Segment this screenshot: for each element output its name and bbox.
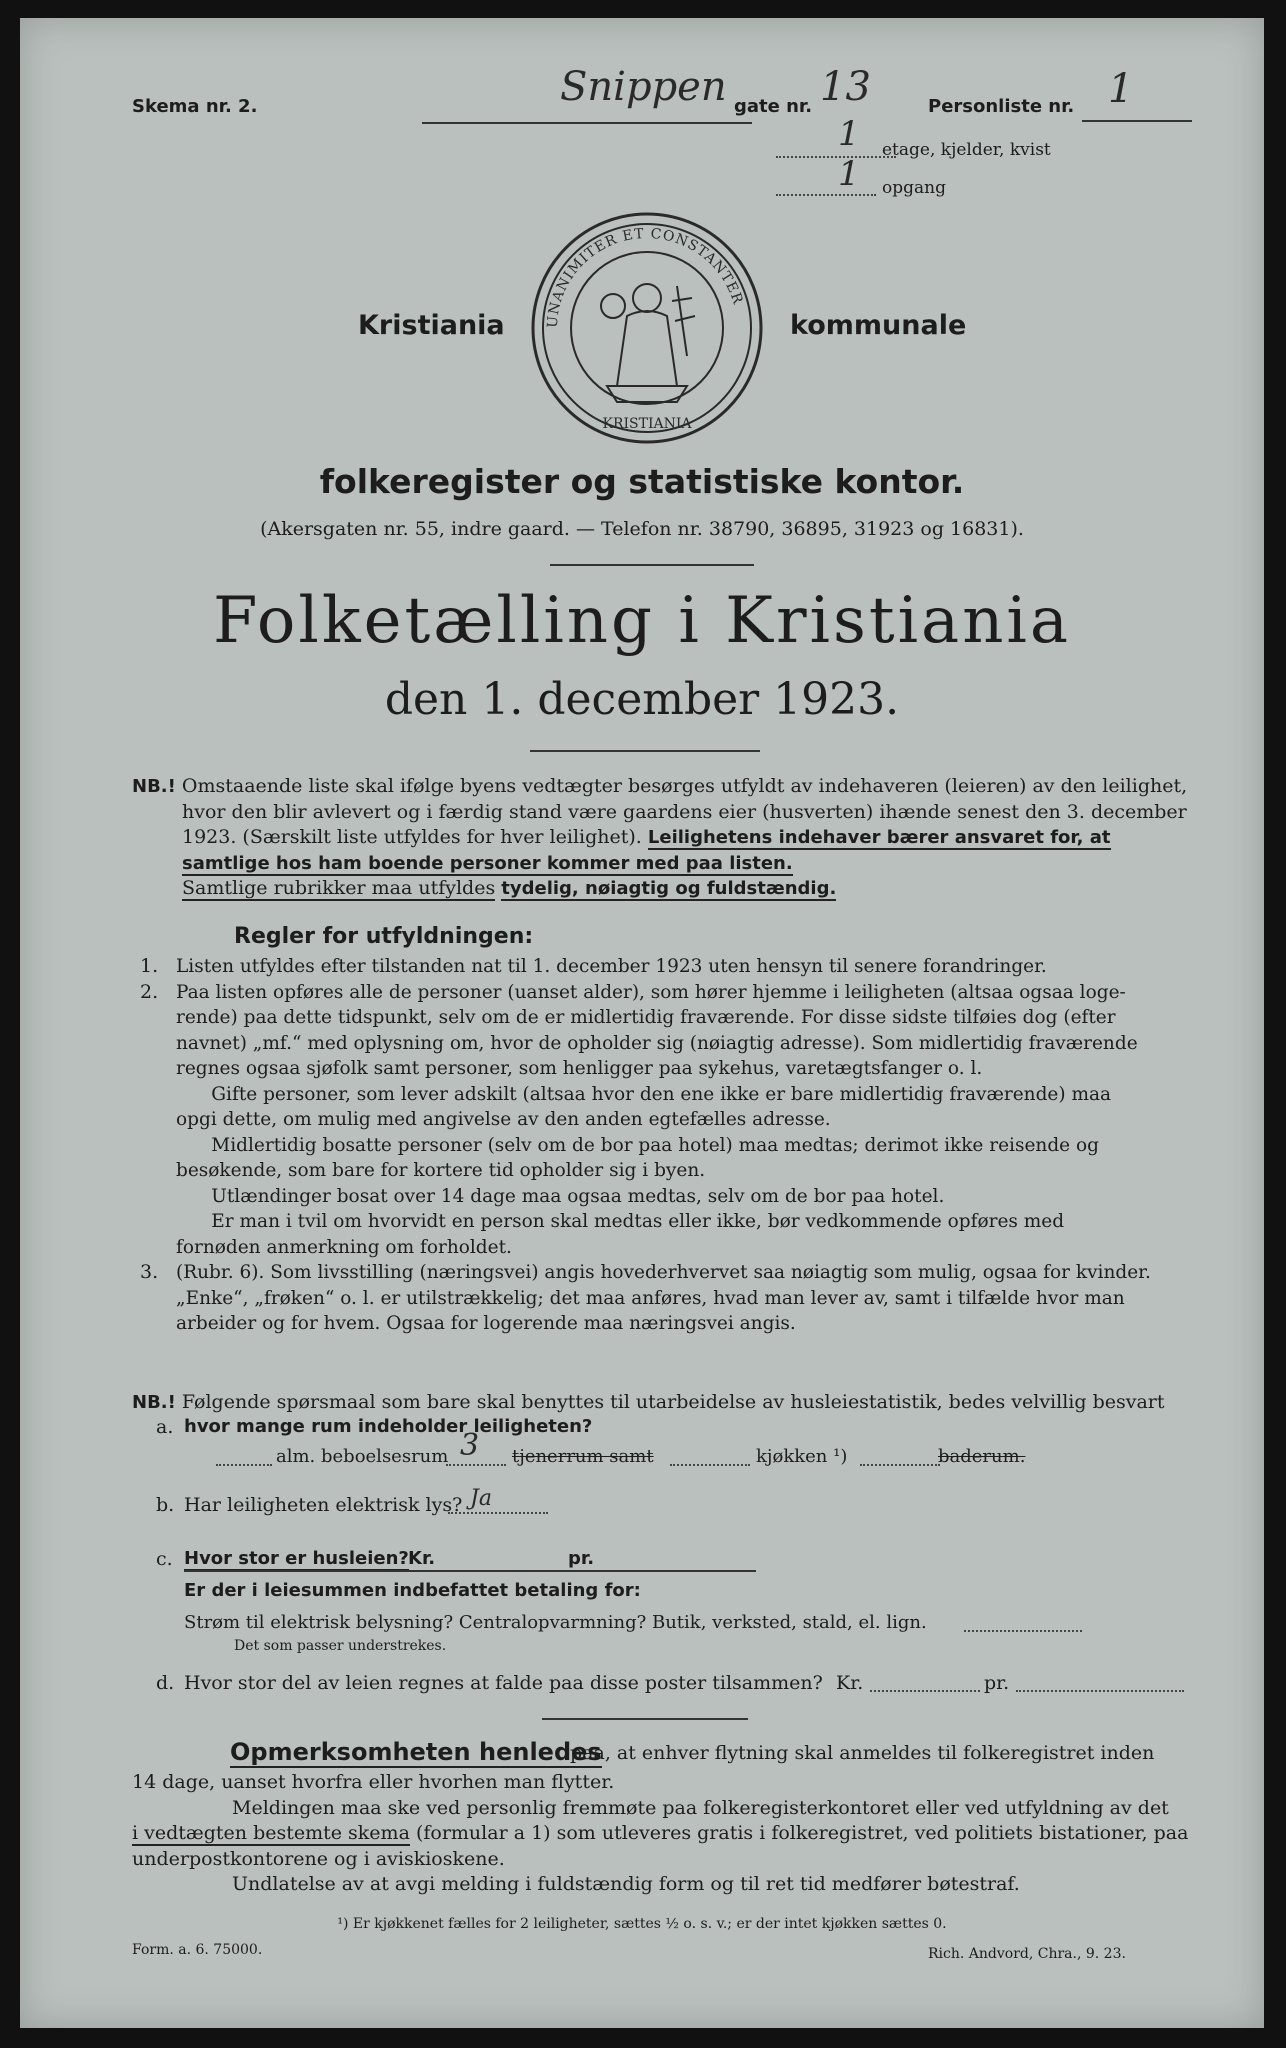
census-title: Folketælling i Kristiania [212, 584, 1072, 658]
rule-text: (Rubr. 6). Som livsstilling (næringsvei) angis hovederhvervet saa nøiagtig som mulig, ogsaa for kvinder. [176, 1262, 1151, 1283]
footnote: ¹) Er kjøkkenet fælles for 2 leiligheter, sættes ½ o. s. v.; er der intet kjøkken sættes 0. [337, 1916, 947, 1932]
rule-text: regnes ogsaa sjøfolk samt personer, som henligger paa sykehus, varetægtsfanger o. l. [176, 1058, 983, 1079]
rooms-bad-field [860, 1464, 940, 1466]
kommunale-word: kommunale [790, 310, 967, 341]
rule-text: opgi dette, om mulig med angivelse av den anden egtefælles adresse. [176, 1109, 831, 1130]
rule-line [140, 954, 1200, 980]
notice-line: 14 dage, uanset hvorfra eller hvorhen man flytter. [132, 1771, 615, 1793]
question-c-sub: Er der i leiesummen indbefattet betaling for: [184, 1580, 641, 1601]
rule-line [140, 1311, 1200, 1337]
opgang-label: opgang [882, 178, 946, 198]
notice-line: Meldingen maa ske ved personlig fremmøte paa folkeregisterkontoret eller ved utfyldning av det [232, 1796, 1169, 1819]
nb2-label: NB.! [132, 1392, 176, 1413]
rule-line [140, 1260, 1200, 1286]
nb-line: Omstaaende liste skal ifølge byens vedtægter besørges utfyldt av indehaveren (leieren) av den leilighet, [181, 775, 1188, 797]
question-d-pr: pr. [984, 1672, 1010, 1694]
lys-field [448, 1512, 548, 1514]
rule-text: „Enke“, „frøken“ o. l. er utilstrækkelig; det maa anføres, hvad man lever av, samt i tilfælde hvor man [176, 1287, 1125, 1309]
question-c-text: Hvor stor er husleien? [184, 1548, 409, 1569]
rule-number [140, 1209, 176, 1235]
gate-label: gate nr. [734, 96, 813, 117]
rule-number: 3. [140, 1261, 159, 1283]
rule-number [140, 1235, 176, 1261]
rule-text: arbeider og for hvem. Ogsaa for logerende maa næringsvei angis. [176, 1313, 796, 1334]
nb2-text: Følgende spørsmaal som bare skal benyttes til utarbeidelse av husleiestatistik, bedes velvillig besvart [181, 1391, 1165, 1413]
rule-line [140, 1209, 1200, 1235]
rule-line [140, 1005, 1200, 1031]
rule-line [140, 1133, 1200, 1159]
lys-value: Ja [470, 1486, 492, 1511]
nb-emphasis: tydelig, nøiagtig og fuldstændig. [501, 878, 837, 899]
rules-heading: Regler for utfyldningen: [234, 924, 534, 949]
rooms-kjokken-label: kjøkken ¹) [756, 1446, 848, 1467]
printer-mark: Rich. Andvord, Chra., 9. 23. [928, 1946, 1126, 1962]
d-kr-field [870, 1690, 980, 1692]
rule-text: Paa listen opføres alle de personer (uanset alder), som hører hjemme i leiligheten (altsaa ogsaa loge- [176, 981, 1126, 1003]
notice-line: Undlatelse av at avgi melding i fuldstændig form og til ret tid medfører bøtestraf. [232, 1873, 1020, 1895]
rent-kr-label: Kr. [408, 1548, 436, 1569]
notice-body [132, 1770, 1192, 1898]
personliste-number-handwritten: 1 [1108, 66, 1134, 112]
rooms-field [216, 1464, 272, 1466]
rule-text: rende) paa dette tidspunkt, selv om de er midlertidig fraværende. For disse sidste tilføies dog (efter [176, 1007, 1116, 1028]
rule-number [140, 1107, 176, 1133]
etage-label: etage, kjelder, kvist [882, 140, 1051, 160]
rule-number: 2. [140, 980, 159, 1003]
office-address: (Akersgaten nr. 55, indre gaard. — Telefon nr. 38790, 36895, 31923 og 16831). [260, 518, 1024, 540]
personliste-field-line [1082, 106, 1192, 122]
etage-field [776, 144, 896, 158]
rule-number: 1. [140, 955, 159, 977]
notice-line: paa, at enhver flytning skal anmeldes til folkeregistret inden [570, 1742, 1155, 1764]
rule-number [140, 1031, 176, 1057]
rule-line [140, 1056, 1200, 1082]
rule-text: Gifte personer, som lever adskilt (altsaa hvor den ene ikke er bare midlertidig fraværende) maa [176, 1083, 1112, 1105]
items-field [964, 1630, 1082, 1632]
rule-line [140, 1031, 1200, 1057]
rule-number [140, 1056, 176, 1082]
notice-heading: Opmerksomheten henledes [230, 1738, 602, 1766]
nb-emphasis: samtlige hos ham boende personer kommer med paa listen. [182, 852, 793, 874]
notice-line: (formular a 1) som utleveres gratis i folkeregistret, ved politiets bistationer, paa [415, 1822, 1189, 1844]
nb-label: NB.! [132, 776, 176, 797]
rule-text: navnet) „mf.“ med oplysning om, hvor de opholder sig (nøiagtig adresse). Som midlertidig fraværende [176, 1032, 1138, 1054]
question-b-text: Har leiligheten elektrisk lys? [184, 1494, 463, 1516]
city-seal [527, 206, 767, 456]
rooms-alm-label: alm. beboelsesrum [276, 1446, 449, 1467]
etage-value: 1 [838, 114, 860, 154]
question-a-text: hvor mange rum indeholder leiligheten? [184, 1416, 593, 1437]
rooms-alm-field [446, 1464, 506, 1466]
rent-pr-label: pr. [568, 1548, 595, 1569]
notice-emphasis: i vedtægten bestemte skema [132, 1822, 410, 1844]
rule-number [140, 1184, 176, 1210]
nb-line: hvor den blir avlevert og i færdig stand være gaardens eier (husverten) ihænde senest den 3. december [182, 800, 1187, 823]
rule-number [140, 1133, 176, 1159]
skema-number: Skema nr. 2. [132, 96, 258, 117]
nb-line: 1923. (Særskilt liste utfyldes for hver leilighet). [182, 826, 642, 848]
rooms-kjokken-field [670, 1464, 750, 1466]
rule-number [140, 1286, 176, 1312]
question-c-label: c. [156, 1548, 173, 1570]
svg-text:UNANIMITER ET CONSTANTER: UNANIMITER ET CONSTANTER [544, 225, 746, 329]
census-date: den 1. december 1923. [384, 674, 900, 725]
rule-text: Utlændinger bosat over 14 dage maa ogsaa medtas, selv om de bor paa hotel. [176, 1185, 945, 1207]
notice-line: underpostkontorene og i aviskioskene. [132, 1847, 505, 1870]
rent-field-line [184, 1570, 756, 1572]
divider [530, 750, 760, 752]
rule-line [140, 1107, 1200, 1133]
question-c-note: Det som passer understrekes. [234, 1638, 447, 1654]
office-name: folkeregister og statistiske kontor. [319, 462, 965, 501]
nb-line: Samtlige rubrikker maa utfyldes [182, 877, 496, 899]
rule-line [140, 1235, 1200, 1261]
question-d-label: d. [156, 1672, 175, 1694]
rule-line [140, 1184, 1200, 1210]
kristiania-word: Kristiania [358, 310, 505, 341]
question-a-label: a. [156, 1416, 174, 1438]
nb-emphasis: Leilighetens indehaver bærer ansvaret for, at [647, 827, 1111, 848]
rooms-tjener-label: tjenerrum samt [512, 1446, 654, 1467]
rooms-alm-value: 3 [460, 1428, 480, 1463]
svg-text:KRISTIANIA: KRISTIANIA [602, 416, 692, 432]
question-d-text: Hvor stor del av leien regnes at falde paa disse poster tilsammen? [184, 1672, 823, 1694]
question-b-label: b. [156, 1494, 175, 1516]
rule-number [140, 1082, 176, 1108]
rooms-bad-label: baderum. [938, 1446, 1026, 1467]
rules-list [140, 954, 1200, 1337]
rent-statistics-section [132, 1390, 1192, 1416]
opgang-value: 1 [838, 154, 860, 194]
rule-line [140, 1082, 1200, 1108]
rule-text: fornøden anmerkning om forholdet. [176, 1236, 512, 1258]
d-pr-field [1016, 1690, 1184, 1692]
rule-line [140, 1158, 1200, 1184]
rule-text: Midlertidig bosatte personer (selv om de bor paa hotel) maa medtas; derimot ikke reisende og [176, 1134, 1099, 1156]
seal-icon [527, 206, 767, 456]
question-d-kr: Kr. [836, 1672, 864, 1694]
rule-line [140, 980, 1200, 1006]
rule-number [140, 1005, 176, 1031]
question-c-items: Strøm til elektrisk belysning? Centralopvarmning? Butik, verksted, stald, el. lign. [184, 1612, 927, 1633]
personliste-label: Personliste nr. [928, 96, 1075, 117]
street-handwritten: Snippen [560, 64, 727, 110]
rule-number [140, 1158, 176, 1184]
nb-instructions [132, 774, 1192, 902]
rule-number [140, 1311, 176, 1337]
rule-text: Er man i tvil om hvorvidt en person skal medtas eller ikke, bør vedkommende opføres med [176, 1211, 1065, 1232]
census-form-page [20, 18, 1264, 2028]
rule-line [140, 1286, 1200, 1312]
rule-text: besøkende, som bare for kortere tid opholder sig i byen. [176, 1160, 706, 1181]
gate-number-handwritten: 13 [820, 64, 871, 110]
form-number: Form. a. 6. 75000. [132, 1942, 263, 1958]
opgang-field [776, 182, 876, 196]
divider [550, 564, 754, 566]
divider [542, 1718, 748, 1720]
rule-text: Listen utfyldes efter tilstanden nat til 1. december 1923 uten hensyn til senere forandringer. [176, 956, 1047, 977]
